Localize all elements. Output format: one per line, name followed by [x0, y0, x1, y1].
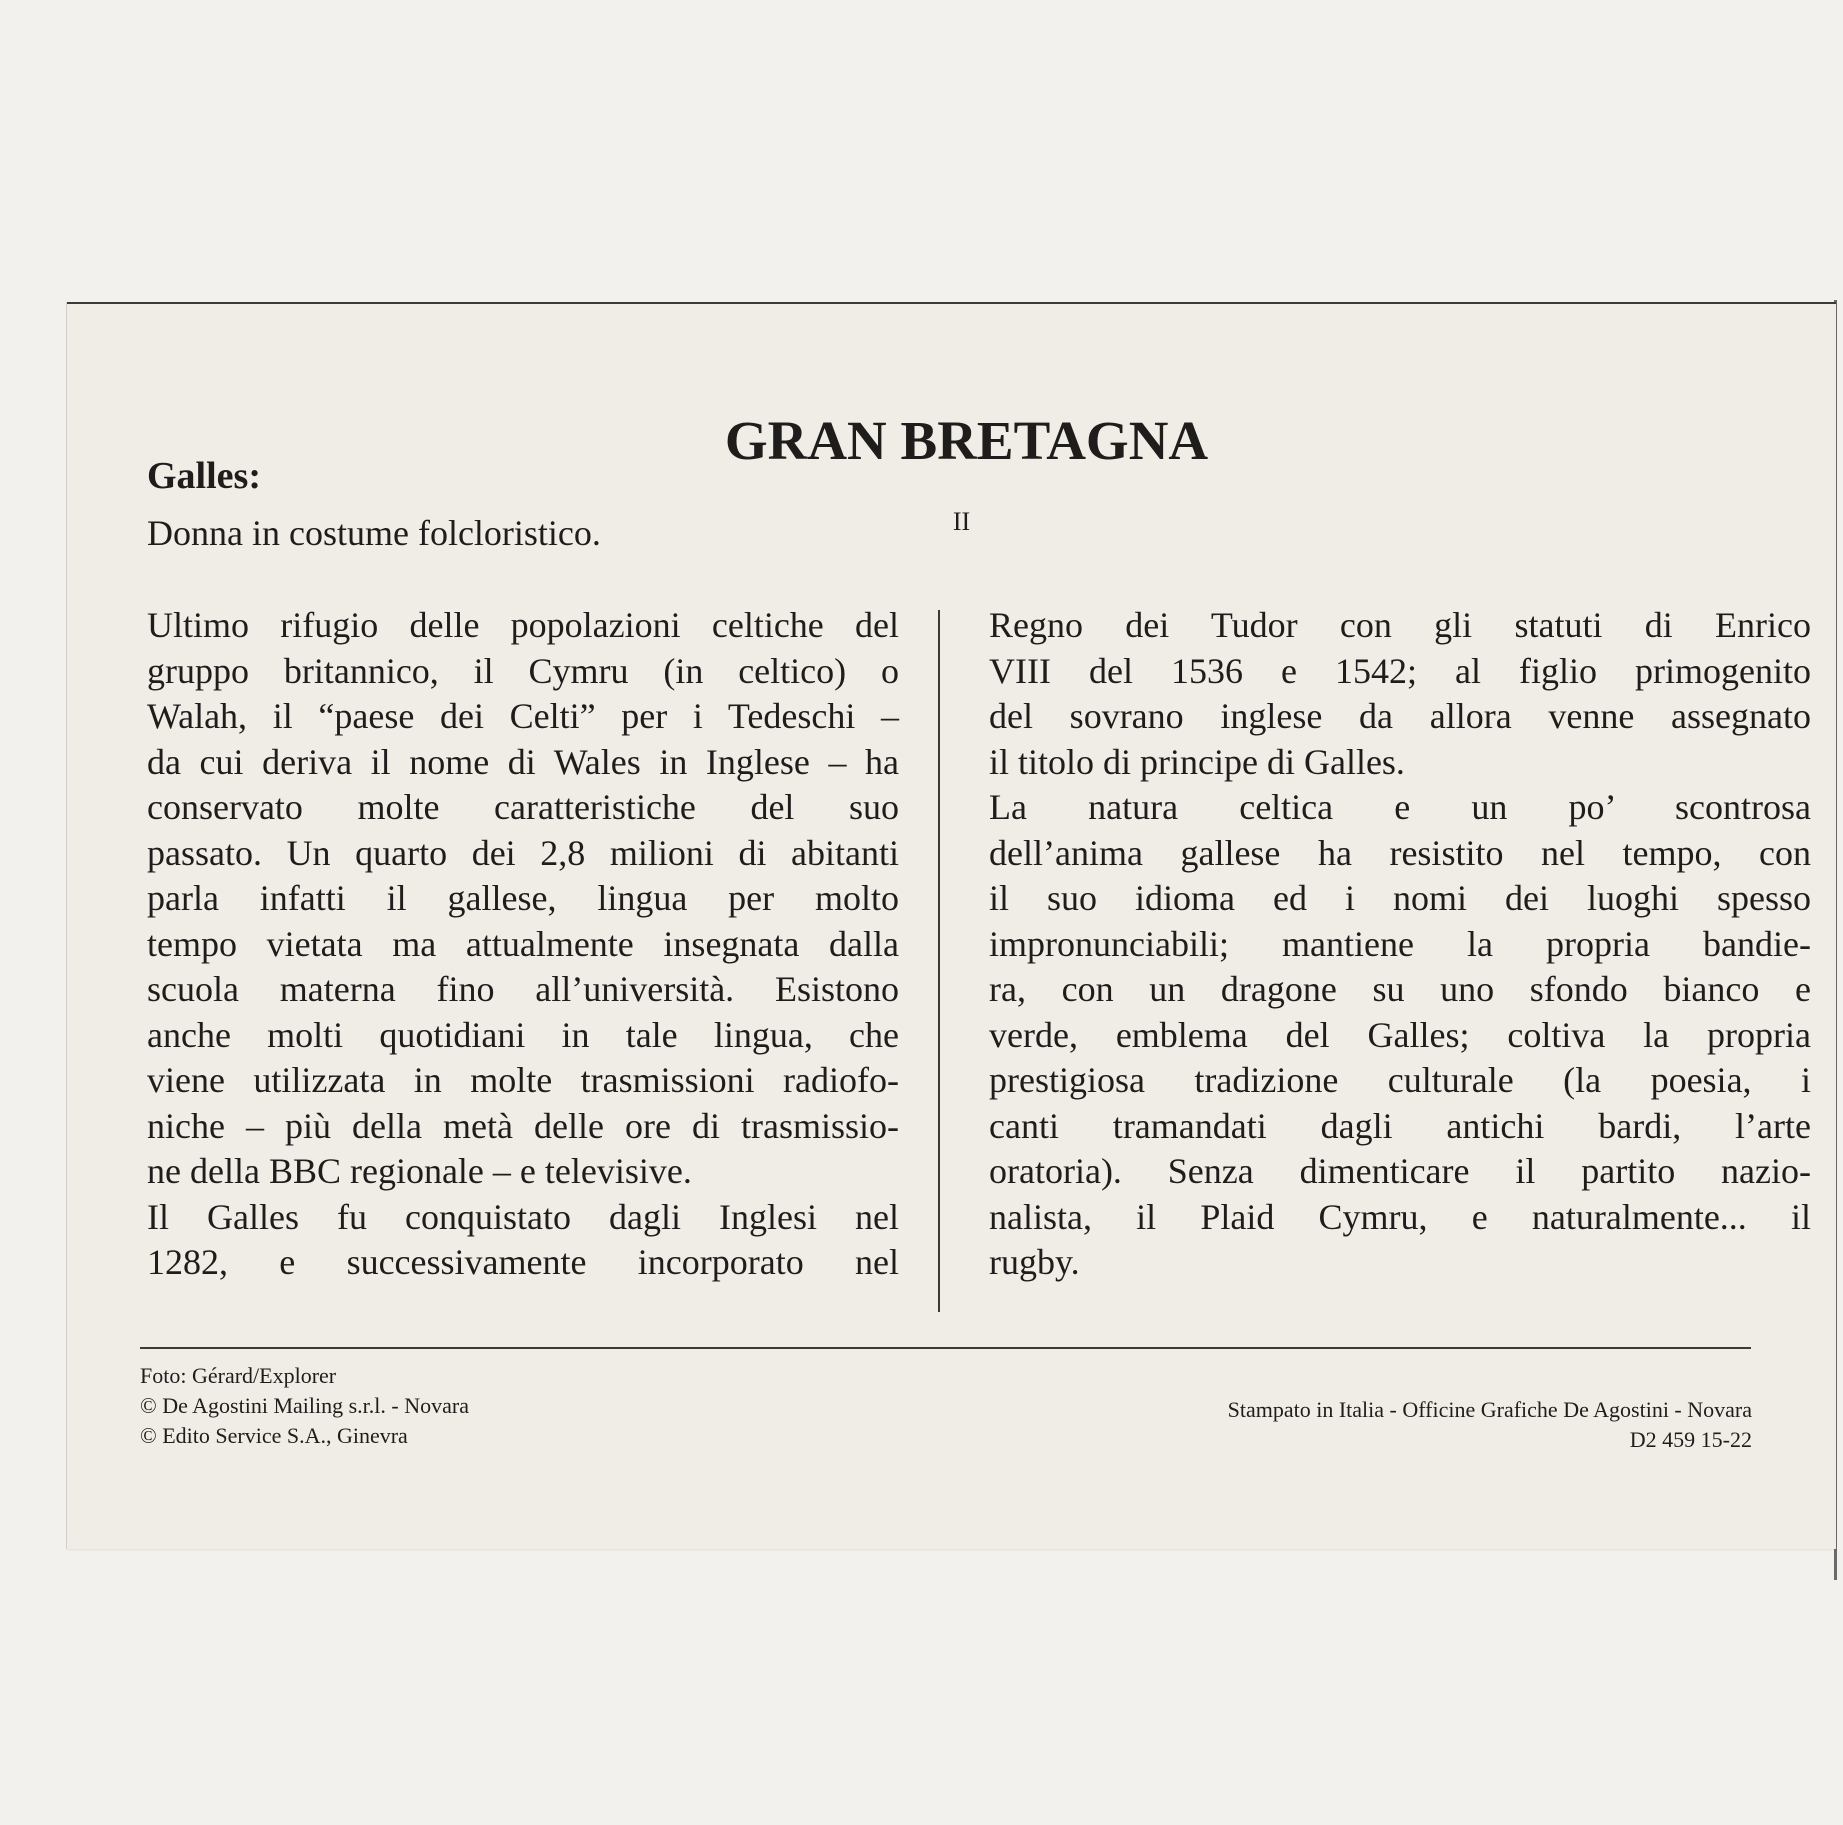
text-line: prestigiosa tradizione culturale (la poesia, i	[989, 1060, 1811, 1100]
photo-caption: Donna in costume folcloristico.	[147, 513, 601, 553]
text-line: gruppo britannico, il Cymru (in celtico) o	[147, 650, 899, 691]
text-line: da cui deriva il nome di Wales in Inglese – ha	[147, 741, 899, 782]
text-line: canti tramandati dagli antichi bardi, l’arte	[989, 1105, 1811, 1146]
text-line: tempo vietata ma attualmente insegnata dalla	[147, 923, 899, 964]
text-line: viene utilizzata in molte trasmissioni radiofo-	[147, 1060, 899, 1100]
postcard-back	[67, 302, 1836, 1549]
text-line: oratoria). Senza dimenticare il partito nazio-	[989, 1151, 1811, 1191]
photo-credits	[140, 1361, 469, 1451]
printer-line: Stampato in Italia - Officine Grafiche De Agostini - Novara	[1227, 1397, 1752, 1422]
text-line: anche molti quotidiani in tale lingua, che	[147, 1014, 899, 1055]
text-line: parla infatti il gallese, lingua per molto	[147, 878, 899, 918]
text-line: La natura celtica e un po’ scontrosa	[989, 787, 1811, 827]
footer-divider	[140, 1347, 1751, 1349]
credit-line: © De Agostini Mailing s.r.l. - Novara	[140, 1393, 469, 1418]
text-line: ra, con un dragone su uno sfondo bianco e	[989, 969, 1811, 1009]
text-line: Regno dei Tudor con gli statuti di Enrico	[989, 605, 1811, 645]
text-line: rugby.	[989, 1242, 1080, 1282]
credit-line: © Edito Service S.A., Ginevra	[140, 1423, 408, 1448]
text-line: VIII del 1536 e 1542; al figlio primogenito	[989, 650, 1811, 691]
text-line: impronunciabili; mantiene la propria bandie-	[989, 923, 1811, 964]
column-divider	[938, 610, 940, 1312]
text-line: Il Galles fu conquistato dagli Inglesi nel	[147, 1196, 899, 1237]
credit-line: Foto: Gérard/Explorer	[140, 1363, 337, 1388]
text-line: il titolo di principe di Galles.	[989, 741, 1405, 782]
text-line: conservato molte caratteristiche del suo	[147, 787, 899, 827]
volume-number: II	[952, 507, 971, 536]
text-line: niche – più della metà delle ore di trasmissio-	[147, 1105, 899, 1146]
text-line: verde, emblema del Galles; coltiva la propria	[989, 1014, 1811, 1055]
printer-info	[1228, 1395, 1752, 1455]
text-column-right	[989, 603, 1811, 1286]
text-column-left	[147, 603, 899, 1286]
text-line: Ultimo rifugio delle popolazioni celtiche del	[147, 605, 899, 645]
catalog-code: D2 459 15-22	[1629, 1427, 1752, 1452]
text-line: passato. Un quarto dei 2,8 milioni di abitanti	[147, 832, 899, 873]
subject-heading: Galles:	[147, 455, 261, 497]
text-line: dell’anima gallese ha resistito nel tempo, con	[989, 832, 1811, 873]
text-line: nalista, il Plaid Cymru, e naturalmente... il	[989, 1196, 1811, 1237]
text-line: ne della BBC regionale – e televisive.	[147, 1151, 692, 1191]
page-title: GRAN BRETAGNA	[724, 410, 1209, 471]
text-line: del sovrano inglese da allora venne assegnato	[989, 696, 1811, 736]
text-line: Walah, il “paese dei Celti” per i Tedeschi –	[147, 696, 899, 736]
text-line: il suo idioma ed i nomi dei luoghi spesso	[989, 878, 1811, 918]
text-line: scuola materna fino all’università. Esistono	[147, 969, 899, 1009]
text-line: 1282, e successivamente incorporato nel	[147, 1242, 899, 1282]
